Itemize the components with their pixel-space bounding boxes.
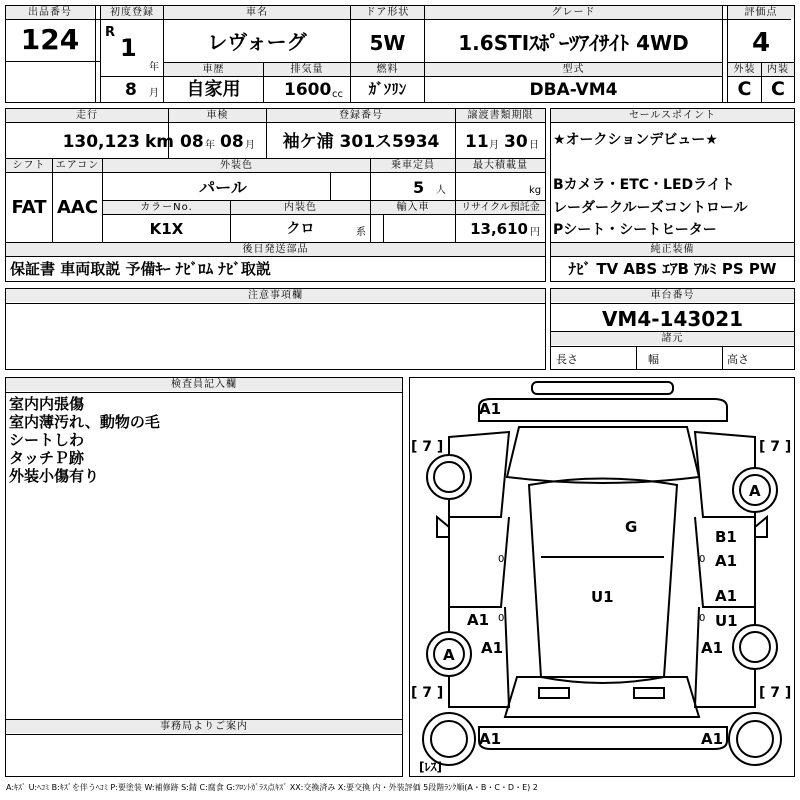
fuel-label: 燃料 xyxy=(351,63,424,76)
history-label: 車歴 xyxy=(164,63,263,76)
mark-trunk: U1 xyxy=(591,588,614,606)
cc-unit: cc xyxy=(332,89,343,100)
shift-label: シフト xyxy=(6,159,52,172)
equipment-list: ﾅﾋﾞ TV ABS ｴｱB ｱﾙﾐ PS PW xyxy=(568,260,777,278)
mark-rear-door-left-small: 0 xyxy=(498,613,505,624)
width-label: 幅 xyxy=(648,353,659,366)
mark-right-fender-2: A1 xyxy=(715,552,738,570)
later-items-label: 後日発送部品 xyxy=(6,243,545,256)
tire-rear-right: [ 7 ] xyxy=(759,685,792,701)
legend: A:ｷｽﾞ U:ﾍｺﾐ B:ｷｽﾞを伴うﾍｺﾐ P:要塗装 W:補修跡 S:錆 C:腐食 G:ﾌﾛﾝﾄｶﾞﾗｽ点ｷｽﾞ XX:交換済み X:要交換 内・外装評価 5段階ﾗﾝｸ順(A・B・C・D・E) 2 xyxy=(6,783,538,792)
chassis-label: 車台番号 xyxy=(551,289,794,302)
car-condition-diagram xyxy=(409,377,795,777)
plate-number: 袖ケ浦 301ス5934 xyxy=(282,132,440,152)
plate-label: 登録番号 xyxy=(267,109,455,122)
grade: 1.6STIｽﾎﾟｰﾂｱｲｻｲﾄ 4WD xyxy=(458,31,689,55)
transfer-month: 11 xyxy=(465,132,489,152)
model-code-label: 型式 xyxy=(425,63,722,76)
notes-label: 注意事項欄 xyxy=(6,289,545,302)
length-label: 長さ xyxy=(556,353,578,366)
door-type: 5W xyxy=(369,31,406,55)
sales-point-line: Bカメラ・ETC・LEDライト xyxy=(553,177,735,193)
fuel-type: ｶﾞｿﾘﾝ xyxy=(368,80,407,98)
sales-point-line: レーダークルーズコントロール xyxy=(553,199,748,216)
mark-left-mid: 0 xyxy=(498,554,505,565)
first-registration-era: R xyxy=(105,25,116,40)
lot-number: 124 xyxy=(20,23,80,56)
mark-right-fender: B1 xyxy=(715,528,737,546)
mileage-value: 130,123 xyxy=(62,132,140,152)
shift-type: FAT xyxy=(11,197,47,218)
inspection-year-unit: 年 xyxy=(205,140,215,151)
sales-point-label: セールスポイント xyxy=(551,109,794,122)
interior-color: クロ xyxy=(286,221,315,237)
mark-front-bumper: A1 xyxy=(479,400,502,418)
mileage-label: 走行 xyxy=(6,109,168,122)
tire-front-left: [ 7 ] xyxy=(411,439,444,455)
ext-color-label: 外装色 xyxy=(103,159,370,172)
color-number: K1X xyxy=(149,220,184,238)
recycle-unit: 円 xyxy=(530,227,540,238)
mark-rear-door-left: A1 xyxy=(467,611,490,629)
mark-right-rear-quarter: A1 xyxy=(701,639,724,657)
inspector-note-line: 室内内張傷 xyxy=(9,395,85,413)
chassis-number: VM4-143021 xyxy=(601,307,744,331)
tire-front-right: [ 7 ] xyxy=(759,439,792,455)
spare-tire-label: [ﾚｽ] xyxy=(419,760,442,774)
aircon-label: エアコン xyxy=(53,159,102,172)
transfer-day-unit: 日 xyxy=(529,140,539,151)
recycle-fee: 13,610 xyxy=(470,220,528,238)
exterior-grade-label: 外装 xyxy=(728,63,761,76)
equipment-label: 純正装備 xyxy=(551,243,794,256)
door-type-label: ドア形状 xyxy=(351,6,424,19)
inspector-note-line: 外装小傷有り xyxy=(9,467,100,485)
lot-number-label: 出品番号 xyxy=(6,6,94,19)
car-name: レヴォーグ xyxy=(207,30,307,54)
sales-point-line: ★オークションデビュー★ xyxy=(553,132,718,148)
mark-rear-right-2: U1 xyxy=(715,612,738,630)
mark-rear-bumper-left: A1 xyxy=(479,730,502,748)
interior-grade-label: 内装 xyxy=(762,63,794,76)
mark-left-rear-quarter: A1 xyxy=(481,639,504,657)
mark-rear-bumper-right: A1 xyxy=(701,730,724,748)
month-unit: 月 xyxy=(149,88,159,99)
inspector-note-line: シートしわ xyxy=(9,431,85,449)
model-code: DBA-VM4 xyxy=(529,80,618,100)
mileage-unit: km xyxy=(145,132,175,152)
inspection-month: 08 xyxy=(220,132,244,152)
mark-rear-door-right-small: 0 xyxy=(699,613,706,624)
inspector-notes xyxy=(9,395,160,485)
first-registration-month: 8 xyxy=(125,80,137,100)
transfer-month-unit: 月 xyxy=(489,140,499,151)
inspector-note-line: タッチＰ跡 xyxy=(9,449,85,467)
later-items: 保証書 車両取説 予備ｷｰ ﾅﾋﾞﾛﾑ ﾅﾋﾞ取説 xyxy=(10,260,271,278)
inspector-label: 検査員記入欄 xyxy=(6,378,402,391)
recycle-label: リサイクル預託金 xyxy=(456,201,545,214)
tire-rear-left: [ 7 ] xyxy=(411,685,444,701)
inspection-month-unit: 月 xyxy=(245,140,255,151)
inspection-label: 車検 xyxy=(169,109,266,122)
interior-grade: C xyxy=(771,78,785,100)
mark-right-mid: 0 xyxy=(699,554,706,565)
capacity: 5 xyxy=(413,178,425,197)
transfer-day: 30 xyxy=(504,132,528,152)
displacement: 1600 xyxy=(284,80,332,100)
interior-color-unit: 系 xyxy=(356,227,366,238)
car-name-label: 車名 xyxy=(164,6,350,19)
displacement-label: 排気量 xyxy=(264,63,350,76)
vehicle-history: 自家用 xyxy=(186,79,241,100)
exterior-color: パール xyxy=(199,178,247,197)
height-label: 高さ xyxy=(727,353,749,366)
rating-score: 4 xyxy=(751,28,771,58)
capacity-label: 乗車定員 xyxy=(371,159,455,172)
exterior-grade: C xyxy=(737,78,752,100)
sales-point-list xyxy=(553,129,793,242)
sales-point-line: Pシート・シートヒーター xyxy=(553,222,717,238)
max-load-label: 最大積載量 xyxy=(456,159,545,172)
office-label: 事務局よりご案内 xyxy=(6,720,402,733)
inspector-note-line: 室内薄汚れ、動物の毛 xyxy=(9,413,160,431)
capacity-unit: 人 xyxy=(436,185,446,196)
mark-roof: G xyxy=(625,518,638,536)
inspection-year: 08 xyxy=(180,132,204,152)
spec-label: 諸元 xyxy=(551,332,794,345)
max-load-unit: kg xyxy=(529,185,542,196)
color-no-label: カラーNo. xyxy=(103,201,230,214)
year-unit: 年 xyxy=(149,62,159,73)
rating-label: 評価点 xyxy=(728,6,794,19)
aircon-type: AAC xyxy=(56,197,99,218)
mark-rear-right-1: A1 xyxy=(715,587,738,605)
grade-label: グレード xyxy=(425,6,722,19)
import-label: 輸入車 xyxy=(371,201,455,214)
mark-rear-left-wheel: A xyxy=(443,646,455,664)
int-color-label: 内装色 xyxy=(231,201,370,214)
first-registration-label: 初度登録 xyxy=(101,6,163,19)
first-registration-year: 1 xyxy=(120,34,137,62)
sales-point-line xyxy=(553,152,793,175)
mark-front-right-wheel: A xyxy=(749,482,761,500)
transfer-deadline-label: 譲渡書類期限 xyxy=(456,109,545,122)
